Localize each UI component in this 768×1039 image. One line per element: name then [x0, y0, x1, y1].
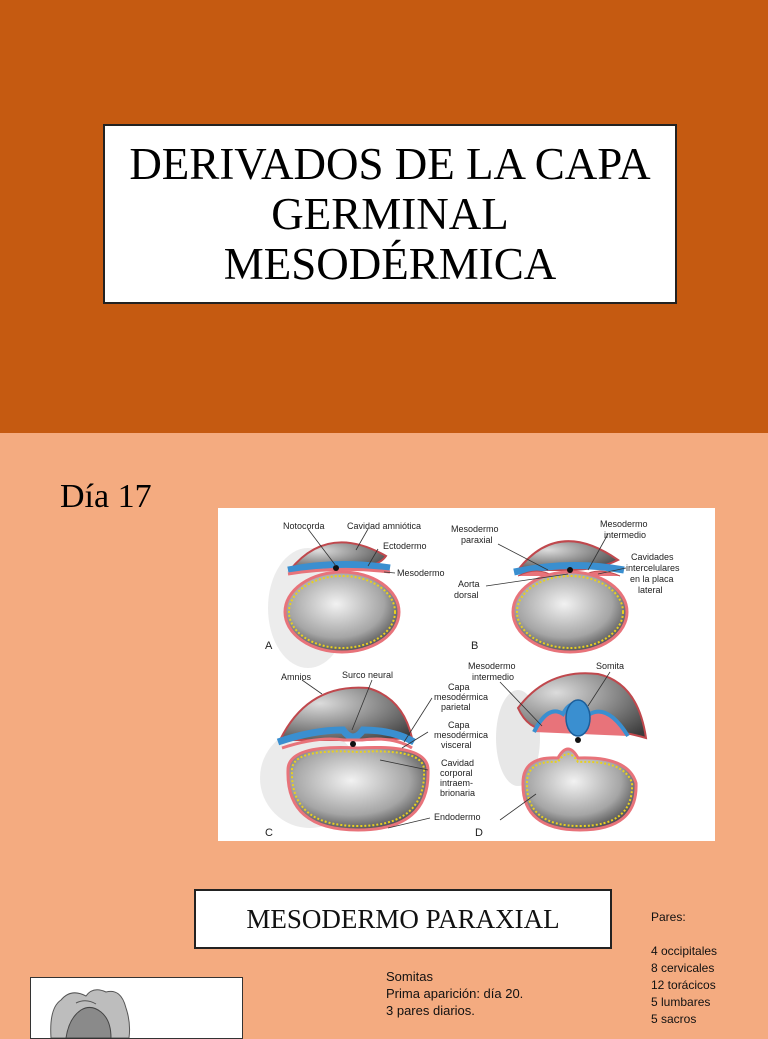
label-cavidades-3: en la placa — [630, 574, 674, 584]
pares-item: 5 lumbares — [651, 995, 711, 1009]
label-capa-parietal-1: Capa — [448, 682, 470, 692]
label-cavidad-corporal-1: Cavidad — [441, 758, 475, 768]
label-a: A — [265, 640, 273, 652]
title-line-1: DERIVADOS DE LA CAPA — [129, 139, 651, 189]
label-cavidades-2: intercelulares — [626, 563, 680, 573]
label-c: C — [265, 827, 273, 839]
label-amnios: Amnios — [281, 672, 312, 682]
embryo-figure — [218, 508, 715, 841]
title-band — [0, 0, 768, 433]
label-capa-visceral-3: visceral — [441, 740, 472, 750]
label-capa-visceral-2: mesodérmica — [434, 730, 489, 740]
label-cavidad-corporal-3: intraem- — [440, 778, 474, 788]
label-d: D — [475, 827, 483, 839]
embryo-diagram — [218, 508, 715, 841]
label-b: B — [471, 640, 479, 652]
label-notocorda: Notocorda — [283, 521, 325, 531]
subtitle: MESODERMO PARAXIAL — [246, 903, 560, 934]
title-line-2: GERMINAL — [271, 189, 509, 239]
panel-c — [260, 688, 428, 830]
label-mesodermo-intermedio-b2: intermedio — [604, 530, 647, 540]
somitas-text — [386, 968, 523, 1019]
somite-illustration — [30, 977, 243, 1039]
somitas-line-3: 3 pares diarios. — [386, 1003, 475, 1018]
label-ectodermo: Ectodermo — [383, 541, 427, 551]
label-cavidades-4: lateral — [638, 585, 663, 595]
somitas-line-1: Somitas — [386, 969, 433, 984]
panel-b — [513, 541, 627, 652]
title-box — [103, 124, 677, 304]
panel-a — [268, 542, 399, 668]
label-cavidad-corporal-4: brionaria — [440, 788, 476, 798]
label-capa-parietal-3: parietal — [441, 702, 471, 712]
label-mesodermo-intermedio-d2: intermedio — [472, 672, 515, 682]
day-label: Día 17 — [60, 478, 152, 515]
label-surco-neural: Surco neural — [342, 670, 394, 680]
pares-item: 12 torácicos — [651, 978, 716, 992]
label-mesodermo: Mesodermo — [397, 568, 445, 578]
pares-header: Pares: — [651, 910, 686, 924]
title-line-3: MESODÉRMICA — [223, 239, 557, 289]
label-capa-visceral-1: Capa — [448, 720, 470, 730]
label-cavidad-corporal-2: corporal — [440, 768, 473, 778]
label-mesodermo-intermedio-d1: Mesodermo — [468, 661, 516, 671]
pares-item: 4 occipitales — [651, 944, 718, 958]
label-aorta-1: Aorta — [458, 579, 480, 589]
somitas-line-2: Prima aparición: día 20. — [386, 986, 524, 1001]
label-cavidades-1: Cavidades — [631, 552, 674, 562]
label-mesodermo-paraxial-1: Mesodermo — [451, 524, 499, 534]
label-capa-parietal-2: mesodérmica — [434, 692, 489, 702]
label-mesodermo-intermedio-b1: Mesodermo — [600, 519, 648, 529]
pares-item: 5 sacros — [651, 1012, 697, 1026]
label-endodermo: Endodermo — [434, 812, 481, 822]
label-cavidad-amniotica: Cavidad amniótica — [347, 521, 422, 531]
label-aorta-2: dorsal — [454, 590, 479, 600]
pares-list — [651, 909, 717, 1028]
label-mesodermo-paraxial-2: paraxial — [461, 535, 493, 545]
pares-item: 8 cervicales — [651, 961, 715, 975]
label-somita: Somita — [596, 661, 625, 671]
subtitle-box — [194, 889, 612, 949]
somite-drawing — [31, 978, 242, 1038]
